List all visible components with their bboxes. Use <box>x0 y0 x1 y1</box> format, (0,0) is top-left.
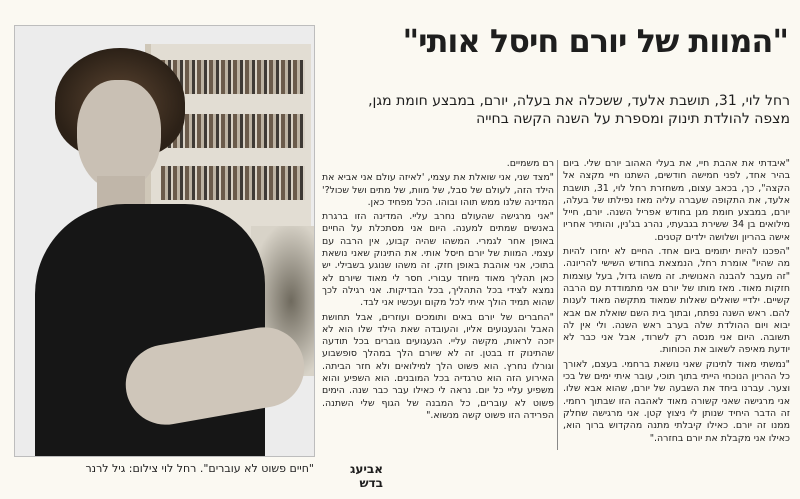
paragraph: "החברים של יורם באים ותומכים ועוזרים, אבל תחושת האבל והגעגועים אליו, והעובדה שאת הילד שלו הוא לא יזכה לראות, מקשה עליי. הגעגועים גוברים בכל תודעה שהתינוק זז בבטן. זה לא שיורם הלך במהלך סופשבוע וגורלו נחרץ. הוא פשוט הלך למילואים ולא חזר הביתה. האירוע הזה הוא טרגדיה בכל המובנים. הוא השפיע והוא משפיע עליי כל יום. נראה לי כאילו עבר כבר שנה. הימים פשוט לא עוברים, כל המבנה של הגוף שלי השתנה. הפרידה הזו פשוט קשה מנשוא." <box>322 311 554 421</box>
face <box>77 80 161 190</box>
paragraph: "איבדתי את אהבת חיי, את בעלי האהוב יורם שלי. ביום בהיר אחד, לפני חמישה חודשים, השתנו חיי מקצה אל הקצה", כך, בכאב עצום, משחזרת רחל לוי, 31, תושבת אלעד, את התקופה שעברה עליה מאז נפילתו של בעלה, יורם, במבצע חומת מגן בחודש אפריל השנה. יורם, חייל מילואים בן 34 ששירת בגבעתי, נהרג בג'נין, והותיר אחריו אישה בהריון ושלושה ילדים קטנים. <box>563 158 790 243</box>
byline: אביעג בדש <box>350 462 383 490</box>
column-divider <box>557 160 558 450</box>
article-photo <box>14 25 315 457</box>
article-column-right <box>563 158 790 493</box>
paragraph: "אני מרגישה שהעולם נחרב עליי. המדינה הזו ברגרת באנשים שמתים למענה. היום אני מסתכלת על החיים באופן אחר לגמרי. המשהו שהיה קבוע, אין הרבה עם עצמי. המוות של יורם חיסל אותי. את התינוק שאני נושאת בתוכי, אני אוהבת באופן חזק. זה משהו שנוגע בשבילי. יש כאן תהליך מאוד מיוחד עבורי. חסר לי מאוד שיורם לא נמצא לצידי בכל התהליך, בכל הבדיקות. אני רגילה לכך שהוא תמיד הולך איתי לכל מקום ועכשיו אני לבד. <box>322 211 554 309</box>
paragraph: רם משמיים. <box>506 158 554 169</box>
photo-caption: "חיים פשוט לא עוברים". רחל לוי צילום: גיל לרנר <box>85 462 314 475</box>
headline: "המוות של יורם חיסל אותי" <box>402 22 788 60</box>
article-column-left <box>322 158 554 493</box>
paragraph: "מצד שני, אני שואלת את עצמי, 'לאיזה עולם אני אביא את הילד הזה, לעולם של סבל, של מוות, של מתים ושל שכול?' המדינה שלנו ממש תוהו ובוהו. הכל מפחיד כאן. <box>322 172 554 208</box>
paragraph: "הפכנו להיות יתומים ביום אחד. החיים לא יחזרו להיות מה שהיו" אומרת רחל, הנמצאת בחודש השישי להריונה. "זה מעבר להבנה האנושית. זה משהו גדול, בעל עוצמות חזקות מאוד. מאז מותו של יורם אני מתמודדת עם הרבה קשיים. ילדיי שואלים שאלות שמאוד מתקשה מאוד לענות להם. ראש השנה נפתח, ובתוך בית השם שואלת אם אבא יבוא ויום ההולדת שלה בערב ראש השנה. ולי אין לה תשובה. היום אני מנסה רק לשרוד, אבל אני כבר לא יודעת מאיפה לשאוב את הכוחות. <box>563 246 790 356</box>
paragraph: "נמשתי מאוד לתינוק שאני נושאת ברחמי. בעצם, לאורך כל ההריון הנוכחי הייתי בתוך תוכי, עובר איתי ימים של בכי וצער. עברנו ביחד את השבעה של יורם, שהוא אבא שלו. אני מרגישה שאני קשורה מאוד לאהבה הזו שבתוך רחמי. זה הדבר היחיד שנותן לי ניצוץ קטן. אני מרגישה שחלק ממנו זה יורם. כאילו קיבלתי מתנה מהקדוש ברוך הוא, כאילו אני מקבלת את יורם בחזרה." <box>563 358 790 444</box>
subhead: רחל לוי, 31, תושבת אלעד, ששכלה את בעלה, יורם, במבצע חומת מגן, מצפה להולדת תינוק ומספרת על השנה הקשה בחייה <box>368 93 790 127</box>
